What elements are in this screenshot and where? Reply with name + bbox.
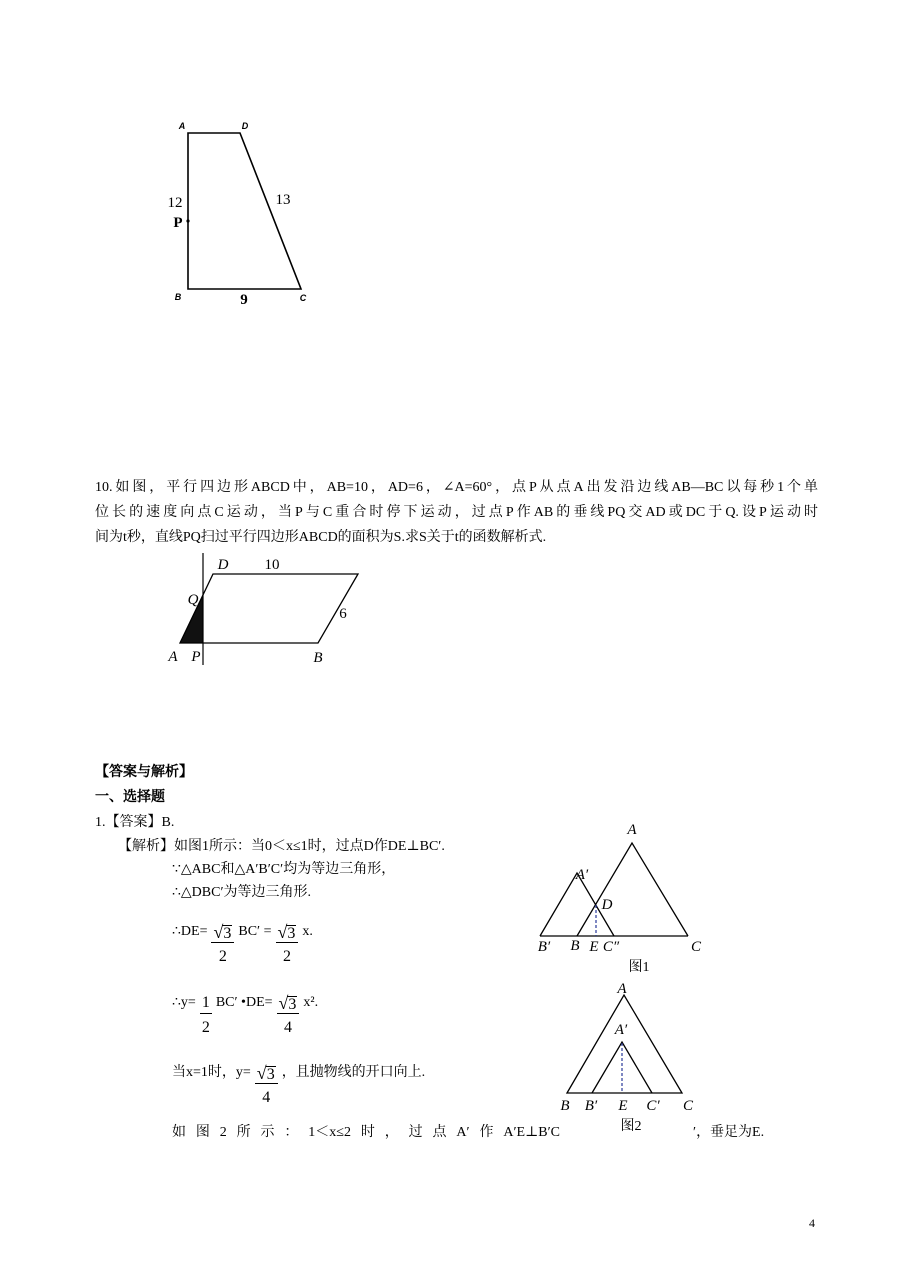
figure1-label-e: E bbox=[589, 939, 599, 955]
figure2-label-b-prime: B′ bbox=[584, 1098, 598, 1114]
trapezoid-label-d: D bbox=[241, 121, 249, 131]
figure1-label-a-prime: A′ bbox=[575, 867, 589, 883]
fraction bbox=[211, 922, 234, 967]
fraction bbox=[200, 993, 212, 1038]
figure1-label-c-dprime: C″ bbox=[602, 939, 620, 955]
step-y-middle: BC′ •DE= bbox=[215, 995, 273, 1010]
fraction-numerator bbox=[255, 1063, 278, 1084]
fraction-numerator bbox=[277, 993, 300, 1014]
solution-heading: 【答案与解析】 bbox=[95, 765, 193, 780]
q1-analysis: 【解析】如图1所示：当0＜x≤1时，过点D作DE⊥BC′. bbox=[118, 839, 445, 854]
step-de-suffix: x. bbox=[302, 924, 313, 939]
section-title: 一、选择题 bbox=[95, 790, 165, 805]
figure-1 bbox=[538, 822, 702, 975]
parallelogram-label-b: B bbox=[313, 650, 323, 666]
point-p-dot bbox=[186, 219, 189, 222]
trapezoid-side-ab: 12 bbox=[167, 195, 183, 211]
step-y-prefix: ∴y= bbox=[172, 995, 196, 1010]
trapezoid-side-bc: 9 bbox=[240, 292, 248, 308]
fraction-denominator: 2 bbox=[201, 1019, 210, 1036]
parallelogram-label-p: P bbox=[191, 649, 201, 665]
step-x1-prefix: 当x=1时，y= bbox=[172, 1065, 251, 1080]
figure-2 bbox=[560, 981, 694, 1134]
problem10-line2: 位长的速度向点C运动，当P与C重合时停下运动，过点P作AB的垂线PQ交AD或DC于Q.设P运动时 bbox=[95, 505, 819, 520]
figure2-label-e: E bbox=[618, 1098, 628, 1114]
figure2-label-a: A bbox=[617, 981, 627, 997]
parallelogram-figure bbox=[167, 553, 358, 666]
step-x1-formula bbox=[172, 1063, 425, 1108]
figure1-triangle-abc bbox=[577, 843, 688, 936]
step-y-formula bbox=[172, 993, 318, 1038]
figure1-label-c: C bbox=[690, 939, 702, 955]
step-figure2-text-end: ′，垂足为E. bbox=[693, 1125, 765, 1140]
radicand: 3 bbox=[266, 1066, 275, 1083]
step-equilateral: ∴△DBC′为等边三角形. bbox=[172, 885, 312, 900]
figure2-label-b: B bbox=[560, 1098, 570, 1114]
parallelogram-side-right: 6 bbox=[339, 606, 347, 622]
trapezoid-label-a: A bbox=[178, 121, 186, 131]
problem10-line3: 间为t秒，直线PQ扫过平行四边形ABCD的面积为S.求S关于t的函数解析式. bbox=[95, 530, 547, 545]
fraction-denominator: 2 bbox=[282, 948, 291, 965]
figure1-label-b: B bbox=[570, 938, 580, 954]
trapezoid-label-p: P bbox=[173, 215, 183, 231]
step-figure2-text: 如图2所示：1＜x≤2时，过点A′作A′E⊥B′C bbox=[172, 1125, 560, 1140]
fraction-numerator bbox=[211, 922, 234, 943]
step-x1-suffix: ，且抛物线的开口向上. bbox=[281, 1065, 426, 1080]
numerator-value: 1 bbox=[201, 994, 210, 1011]
trapezoid-figure bbox=[168, 121, 307, 308]
figure1-label-b-prime: B′ bbox=[537, 939, 551, 955]
figure2-label-c-prime: C′ bbox=[646, 1098, 660, 1114]
step-de-middle: BC′ = bbox=[238, 924, 272, 939]
figure2-label-a-prime: A′ bbox=[614, 1022, 628, 1038]
figure1-label-a: A bbox=[627, 822, 637, 838]
fraction bbox=[277, 993, 300, 1038]
fraction-numerator bbox=[276, 922, 299, 943]
radicand: 3 bbox=[288, 996, 297, 1013]
figure2-caption: 图2 bbox=[620, 1119, 642, 1134]
q1-answer: 1.【答案】B. bbox=[95, 815, 175, 830]
trapezoid-label-b: B bbox=[174, 292, 182, 302]
radicand: 3 bbox=[287, 925, 296, 942]
parallelogram-label-a: A bbox=[168, 649, 178, 665]
radical-sign: √ bbox=[213, 922, 224, 942]
fraction-denominator: 2 bbox=[218, 948, 227, 965]
fraction-denominator: 4 bbox=[262, 1089, 271, 1106]
figure1-caption: 图1 bbox=[628, 960, 650, 975]
parallelogram-side-top: 10 bbox=[264, 557, 280, 573]
trapezoid-side-dc: 13 bbox=[275, 192, 291, 208]
problem10-line1: 10.如图，平行四边形ABCD中，AB=10，AD=6，∠A=60°，点P从点A出发沿边线AB—BC以每秒1个单 bbox=[95, 480, 818, 495]
step-de-formula bbox=[172, 922, 313, 967]
trapezoid-shape bbox=[188, 133, 301, 289]
radical-sign: √ bbox=[256, 1063, 267, 1083]
step-y-suffix: x². bbox=[303, 995, 319, 1010]
radical-sign: √ bbox=[278, 993, 289, 1013]
fraction-denominator: 4 bbox=[283, 1019, 292, 1036]
step-de-prefix: ∴DE= bbox=[172, 924, 208, 939]
fraction bbox=[255, 1063, 278, 1108]
figure2-triangle-abc bbox=[567, 995, 682, 1093]
fraction-numerator bbox=[200, 993, 212, 1014]
trapezoid-label-c: C bbox=[299, 293, 307, 303]
figure1-label-d: D bbox=[601, 897, 613, 913]
parallelogram-label-q: Q bbox=[187, 592, 199, 608]
page-number: 4 bbox=[809, 1216, 815, 1230]
parallelogram-label-d: D bbox=[217, 557, 229, 573]
parallelogram-shape bbox=[180, 574, 358, 643]
fraction bbox=[276, 922, 299, 967]
radical-sign: √ bbox=[277, 922, 288, 942]
step-because: ∵△ABC和△A′B′C′均为等边三角形， bbox=[172, 862, 396, 877]
radicand: 3 bbox=[223, 925, 232, 942]
figure2-label-c: C bbox=[682, 1098, 694, 1114]
